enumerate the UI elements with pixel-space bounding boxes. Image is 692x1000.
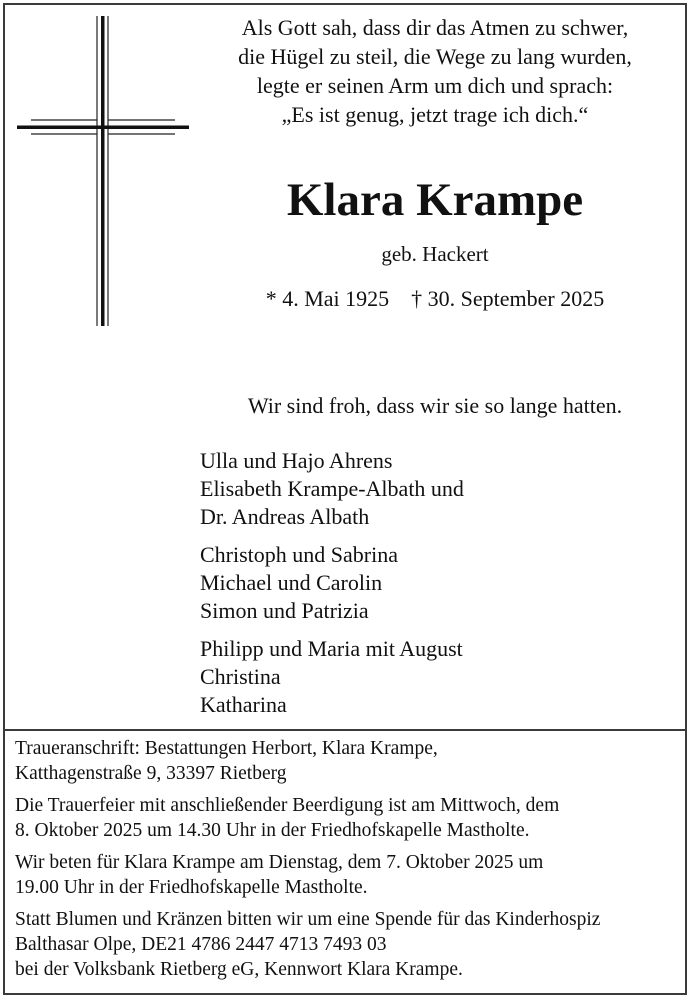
- deceased-name: Klara Krampe: [286, 174, 584, 226]
- poem-line: Als Gott sah, dass dir das Atmen zu schwer,: [241, 15, 629, 40]
- family-member: Christina: [200, 664, 281, 689]
- info-line: 19.00 Uhr in der Friedhofskapelle Mastholte.: [15, 877, 368, 898]
- family-list: [200, 447, 464, 729]
- family-member: Katharina: [200, 692, 287, 717]
- family-member: Ulla und Hajo Ahrens: [200, 448, 393, 473]
- address-paragraph: [15, 736, 685, 786]
- info-line: Balthasar Olpe, DE21 4786 2447 4713 7493 03: [15, 934, 387, 955]
- funeral-info: [15, 736, 685, 989]
- poem: [190, 13, 680, 129]
- family-member: Christoph und Sabrina: [200, 542, 398, 567]
- poem-line: die Hügel zu steil, die Wege zu lang wurden,: [238, 44, 632, 69]
- donation-paragraph: [15, 907, 685, 982]
- info-line: Statt Blumen und Kränzen bitten wir um eine Spende für das Kinderhospiz: [15, 909, 601, 930]
- family-member: Dr. Andreas Albath: [200, 504, 370, 529]
- info-line: Die Trauerfeier mit anschließender Beerdigung ist am Mittwoch, dem: [15, 795, 560, 816]
- birth-date: * 4. Mai 1925: [265, 286, 390, 311]
- info-line: Katthagenstraße 9, 33397 Rietberg: [15, 763, 287, 784]
- info-line: bei der Volksbank Rietberg eG, Kennwort Klara Krampe.: [15, 959, 463, 980]
- info-line: Traueranschrift: Bestattungen Herbort, Klara Krampe,: [15, 738, 438, 759]
- family-group: [200, 635, 464, 719]
- info-line: 8. Oktober 2025 um 14.30 Uhr in der Friedhofskapelle Mastholte.: [15, 820, 530, 841]
- born-name: geb. Hackert: [381, 242, 489, 266]
- cross-icon: [17, 16, 189, 326]
- poem-line: „Es ist genug, jetzt trage ich dich.“: [281, 102, 589, 127]
- poem-line: legte er seinen Arm um dich und sprach:: [256, 73, 614, 98]
- family-member: Elisabeth Krampe-Albath und: [200, 476, 464, 501]
- prayer-paragraph: [15, 850, 685, 900]
- farewell-quote: Wir sind froh, dass wir sie so lange hatten.: [247, 393, 623, 418]
- death-date: † 30. September 2025: [411, 286, 605, 311]
- section-divider: [5, 729, 687, 731]
- info-line: Wir beten für Klara Krampe am Dienstag, dem 7. Oktober 2025 um: [15, 852, 544, 873]
- family-member: Philipp und Maria mit August: [200, 636, 463, 661]
- life-dates: [190, 284, 680, 314]
- ceremony-paragraph: [15, 793, 685, 843]
- family-member: Simon und Patrizia: [200, 598, 369, 623]
- family-member: Michael und Carolin: [200, 570, 383, 595]
- family-group: [200, 541, 464, 625]
- family-group: [200, 447, 464, 531]
